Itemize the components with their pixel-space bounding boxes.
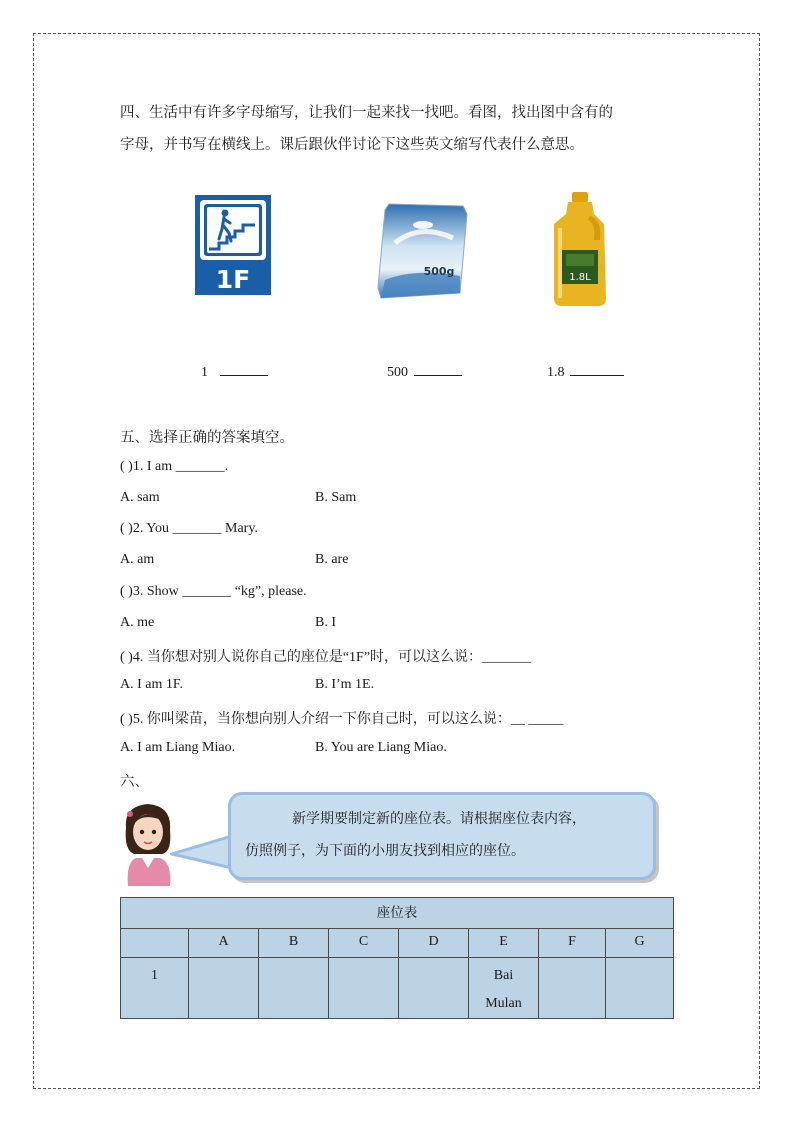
stairs-floor-sign-image: [195, 195, 271, 295]
oil-bottle-image: [550, 190, 610, 308]
seat-1a[interactable]: [189, 958, 259, 1019]
question-1: ( )1. I am _______.: [120, 459, 229, 474]
header-col-a: A: [189, 929, 259, 958]
seat-1f[interactable]: [539, 958, 606, 1019]
bubble-text-line2: 仿照例子，为下面的小朋友找到相应的座位。: [245, 843, 525, 859]
caption-1: [201, 361, 268, 381]
question-5-option-a: A. I am Liang Miao.: [120, 740, 236, 755]
bubble-text-line1: 新学期要制定新的座位表。请根据座位表内容，: [292, 811, 586, 827]
question-5-option-b: B. You are Liang Miao.: [315, 740, 447, 755]
question-1-option-b: B. Sam: [315, 490, 357, 505]
question-2-option-b: B. are: [315, 552, 349, 567]
sign-1f-text: 1F: [215, 265, 251, 294]
bag-500g-text: 500g: [423, 265, 455, 278]
seat-1d[interactable]: [399, 958, 469, 1019]
caption-500-text: 500: [387, 365, 408, 380]
header-corner: [121, 929, 189, 958]
seat-1c[interactable]: [329, 958, 399, 1019]
question-5: ( )5. 你叫梁苗，当你想向别人介绍一下你自己时，可以这么说：__ _____: [120, 712, 564, 727]
answer-blank-1-8[interactable]: [570, 361, 624, 376]
speech-bubble: [228, 792, 656, 880]
speech-bubble-tail: [170, 832, 236, 877]
header-col-f: F: [539, 929, 606, 958]
question-3-option-a: A. me: [120, 615, 155, 630]
answer-blank-1[interactable]: [220, 361, 268, 376]
caption-1-8: [547, 361, 624, 381]
question-1-option-a: A. sam: [120, 490, 160, 505]
header-col-g: G: [606, 929, 674, 958]
question-4: ( )4. 当你想对别人说你自己的座位是“1F”时，可以这么说：_______: [120, 650, 532, 665]
section5-title: 五、选择正确的答案填空。: [120, 430, 294, 446]
bottle-1-8l-text: 1.8L: [569, 272, 591, 283]
seat-1e-line2: Mulan: [485, 996, 522, 1011]
header-col-e: E: [469, 929, 539, 958]
section4-instruction-line1: 四、生活中有许多字母缩写，让我们一起来找一找吧。看图，找出图中含有的: [120, 105, 613, 121]
question-2-option-a: A. am: [120, 552, 155, 567]
section6-title: 六、: [120, 774, 149, 790]
section4-instruction-line2: 字母，并书写在横线上。课后跟伙伴讨论下这些英文缩写代表什么意思。: [120, 137, 584, 153]
seat-1e[interactable]: [469, 958, 539, 1019]
caption-1-8-text: 1.8: [547, 365, 565, 380]
header-col-d: D: [399, 929, 469, 958]
salt-bag-image: [375, 198, 470, 303]
answer-blank-500[interactable]: [414, 361, 462, 376]
seat-1g[interactable]: [606, 958, 674, 1019]
header-col-c: C: [329, 929, 399, 958]
caption-500: [387, 361, 462, 381]
question-4-option-b: B. I’m 1E.: [315, 677, 375, 692]
question-3-option-b: B. I: [315, 615, 336, 630]
teacher-avatar: [118, 800, 178, 888]
question-3: ( )3. Show _______ “kg”, please.: [120, 584, 307, 599]
seat-table: [120, 897, 674, 1019]
row-1-label: 1: [121, 958, 189, 1019]
seat-1e-line1: Bai: [493, 968, 514, 983]
header-col-b: B: [259, 929, 329, 958]
question-2: ( )2. You _______ Mary.: [120, 521, 258, 536]
seat-1b[interactable]: [259, 958, 329, 1019]
seat-table-title: 座位表: [121, 898, 674, 929]
question-4-option-a: A. I am 1F.: [120, 677, 184, 692]
caption-1-text: 1: [201, 365, 208, 380]
